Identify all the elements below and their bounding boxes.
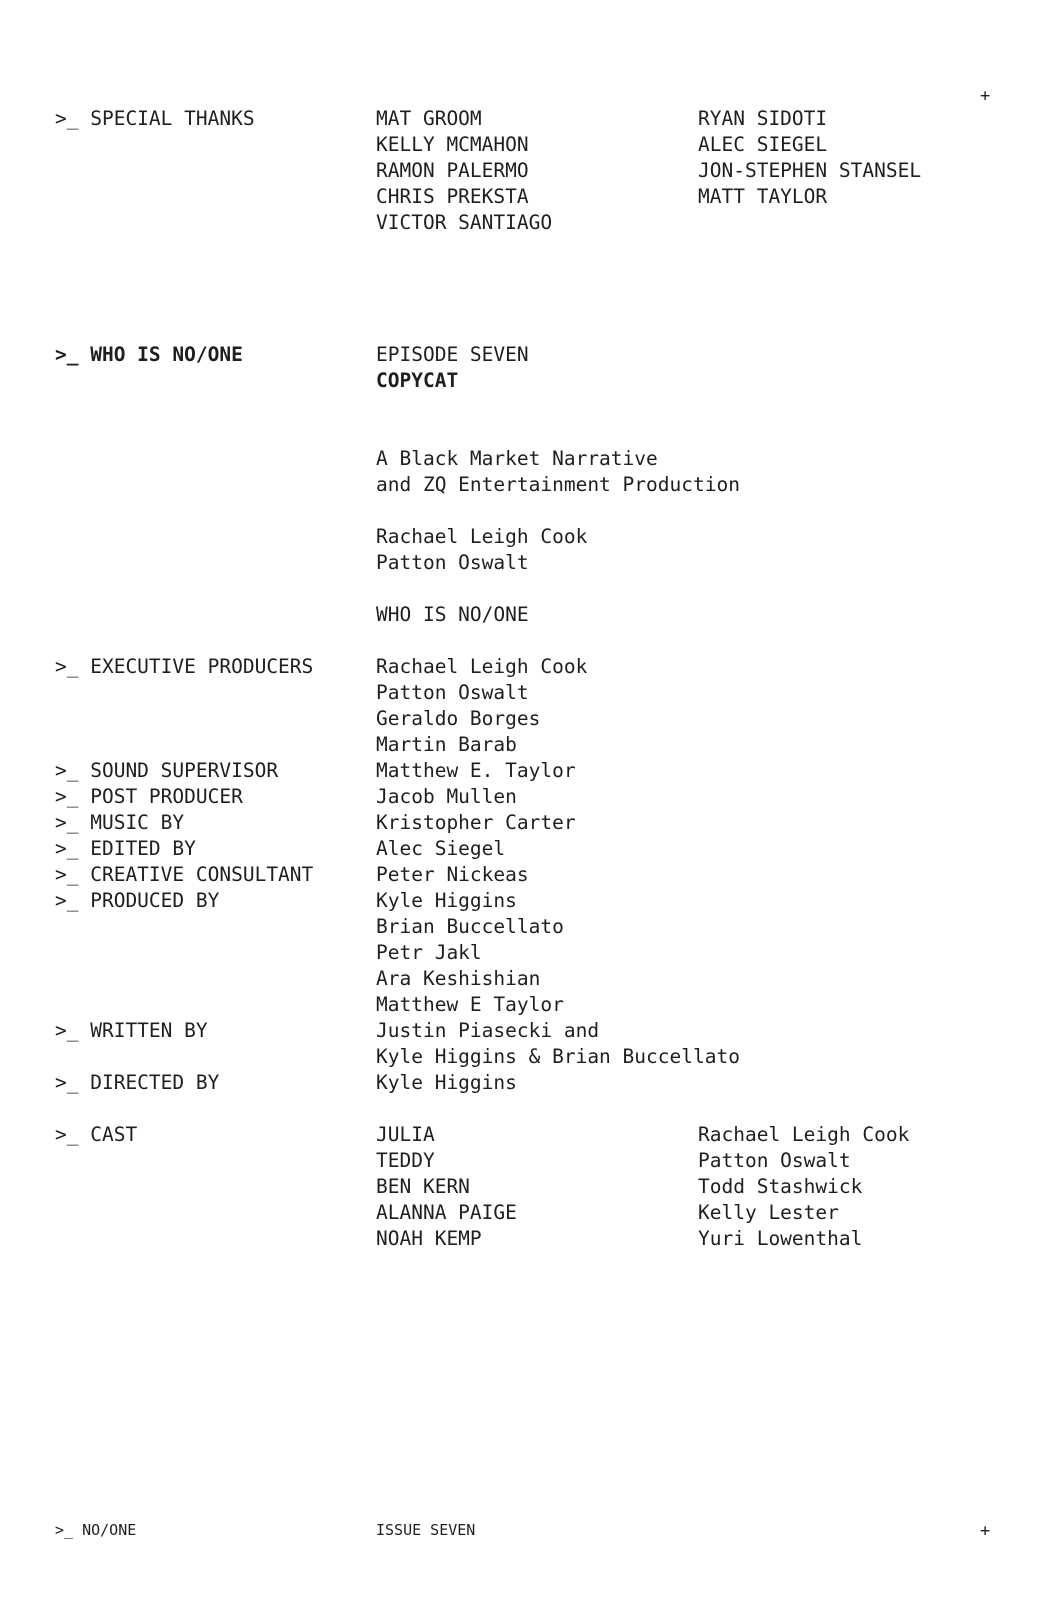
- credit-name: Alec Siegel: [376, 837, 506, 860]
- credit-name: Kristopher Carter: [376, 811, 576, 834]
- footer-issue: ISSUE SEVEN: [376, 1521, 476, 1539]
- credit-label: >_ POST PRODUCER: [55, 785, 243, 808]
- thanks-name: MAT GROOM: [376, 107, 482, 130]
- cast-actor: Rachael Leigh Cook: [698, 1123, 910, 1146]
- credit-name: Patton Oswalt: [376, 681, 529, 704]
- special-thanks-label: >_ SPECIAL THANKS: [55, 107, 255, 130]
- cast-roles: [376, 1122, 517, 1252]
- credit-name: Martin Barab: [376, 733, 517, 756]
- credit-names: [376, 888, 564, 1018]
- production-line: A Black Market Narrative: [376, 447, 658, 470]
- cast-role: TEDDY: [376, 1149, 435, 1172]
- credit-name: Brian Buccellato: [376, 915, 564, 938]
- thanks-name: RYAN SIDOTI: [698, 107, 828, 130]
- credit-name: Kyle Higgins: [376, 889, 517, 912]
- episode-number: EPISODE SEVEN: [376, 343, 529, 366]
- footer-series: >_ NO/ONE: [55, 1521, 137, 1539]
- credit-name: Rachael Leigh Cook: [376, 655, 588, 678]
- thanks-name: RAMON PALERMO: [376, 159, 529, 182]
- credit-label: >_ EXECUTIVE PRODUCERS: [55, 655, 314, 678]
- cast-role: JULIA: [376, 1123, 435, 1146]
- thanks-name: KELLY MCMAHON: [376, 133, 529, 156]
- production-lines: [376, 446, 740, 498]
- star-name: Rachael Leigh Cook: [376, 525, 588, 548]
- star-name: Patton Oswalt: [376, 551, 529, 574]
- episode-info: [376, 342, 529, 394]
- special-thanks-column-1: [376, 106, 552, 236]
- series-title: WHO IS NO/ONE: [376, 603, 529, 626]
- credit-name: Ara Keshishian: [376, 967, 541, 990]
- cast-actor: Yuri Lowenthal: [698, 1227, 863, 1250]
- credit-names: [376, 1018, 740, 1070]
- corner-plus-mark-top: +: [980, 86, 991, 106]
- director-name: Kyle Higgins: [376, 1071, 517, 1094]
- credit-name: Petr Jakl: [376, 941, 482, 964]
- credit-name: Matthew E. Taylor: [376, 759, 576, 782]
- special-thanks-column-2: [698, 106, 921, 210]
- cast-role: NOAH KEMP: [376, 1227, 482, 1250]
- credit-label: >_ EDITED BY: [55, 837, 196, 860]
- credit-names: [376, 654, 587, 758]
- cast-actor: Kelly Lester: [698, 1201, 839, 1224]
- credit-name: Jacob Mullen: [376, 785, 517, 808]
- credit-name: Matthew E Taylor: [376, 993, 564, 1016]
- corner-plus-mark-bottom: +: [980, 1521, 991, 1541]
- cast-actors: [698, 1122, 909, 1252]
- credit-label: >_ WRITTEN BY: [55, 1019, 208, 1042]
- thanks-name: MATT TAYLOR: [698, 185, 828, 208]
- credit-label: >_ MUSIC BY: [55, 811, 185, 834]
- credit-name: Peter Nickeas: [376, 863, 529, 886]
- cast-role: ALANNA PAIGE: [376, 1201, 517, 1224]
- cast-role: BEN KERN: [376, 1175, 470, 1198]
- thanks-name: CHRIS PREKSTA: [376, 185, 529, 208]
- series-label: >_ WHO IS NO/ONE: [55, 343, 243, 366]
- credit-label: >_ CREATIVE CONSULTANT: [55, 863, 314, 886]
- production-line: and ZQ Entertainment Production: [376, 473, 740, 496]
- episode-title: COPYCAT: [376, 369, 459, 392]
- credit-name: Justin Piasecki and: [376, 1019, 600, 1042]
- thanks-name: ALEC SIEGEL: [698, 133, 828, 156]
- thanks-name: JON-STEPHEN STANSEL: [698, 159, 922, 182]
- cast-label: >_ CAST: [55, 1123, 138, 1146]
- credit-label: >_ SOUND SUPERVISOR: [55, 759, 279, 782]
- cast-actor: Patton Oswalt: [698, 1149, 851, 1172]
- credit-name: Kyle Higgins & Brian Buccellato: [376, 1045, 740, 1068]
- thanks-name: VICTOR SANTIAGO: [376, 211, 553, 234]
- credit-label: >_ PRODUCED BY: [55, 889, 220, 912]
- stars-list: [376, 524, 587, 576]
- directed-label: >_ DIRECTED BY: [55, 1071, 220, 1094]
- credit-name: Geraldo Borges: [376, 707, 541, 730]
- cast-actor: Todd Stashwick: [698, 1175, 863, 1198]
